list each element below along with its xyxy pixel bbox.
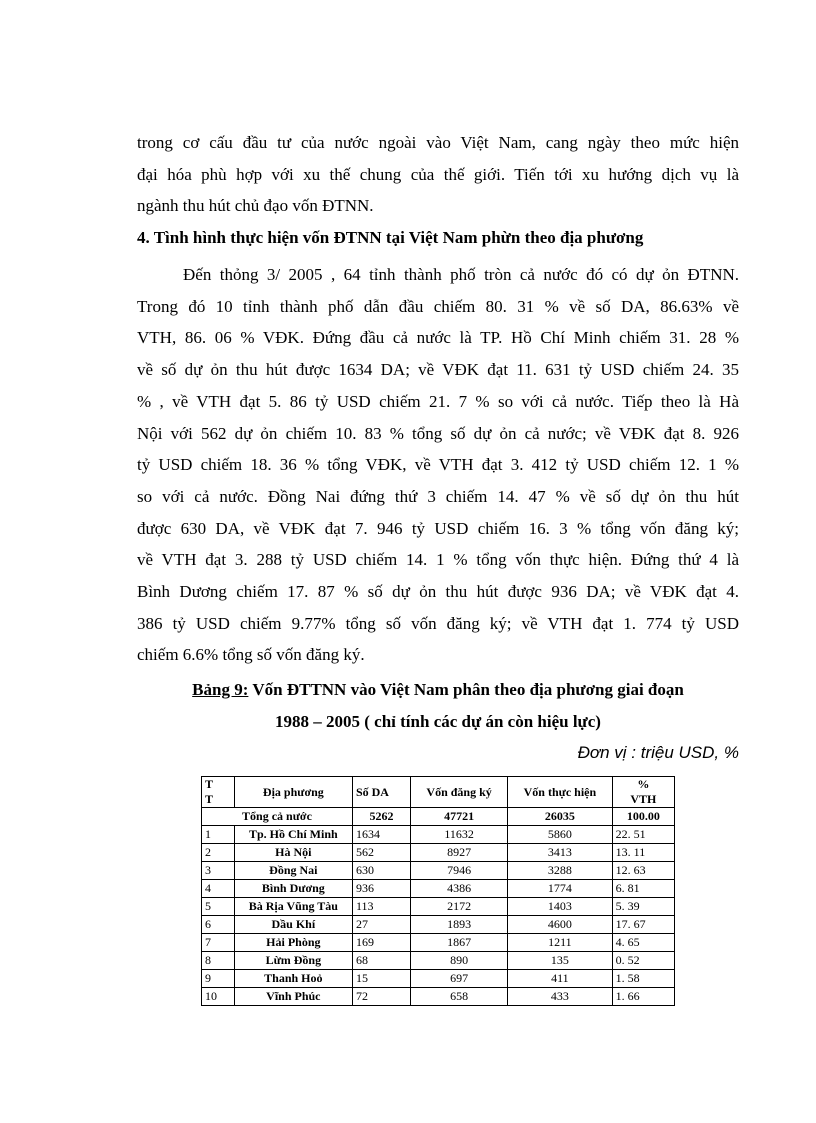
cell-projects: 15 [352, 970, 410, 988]
text-line: VTH, 86. 06 % VĐK. Đứng đầu cả nước là TP. Hồ Chí Minh chiếm 31. 28 % [137, 328, 739, 348]
table-header-row [202, 777, 675, 808]
table-row [202, 916, 675, 934]
cell-implemented: 135 [508, 952, 613, 970]
cell-registered: 1867 [411, 934, 508, 952]
text-line: về số dự ỏn thu hút được 1634 DA; về VĐK đạt 11. 631 tỷ USD chiếm 24. 35 [137, 360, 739, 380]
table-total-row [202, 808, 675, 826]
cell-tt: 3 [202, 862, 235, 880]
cell-location: Lừm Đồng [234, 952, 352, 970]
paragraph-body [137, 259, 739, 671]
cell-projects: 68 [352, 952, 410, 970]
header-location: Địa phương [234, 777, 352, 808]
cell-projects: 630 [352, 862, 410, 880]
cell-pct: 1. 58 [612, 970, 674, 988]
cell-location: Dầu Khí [234, 916, 352, 934]
cell-implemented: 4600 [508, 916, 613, 934]
unit-note: Đơn vị : triệu USD, % [577, 743, 739, 762]
cell-location: Bà Rịa Vũng Tàu [234, 898, 352, 916]
cell-registered: 2172 [411, 898, 508, 916]
cell-implemented: 1403 [508, 898, 613, 916]
table-row [202, 988, 675, 1006]
total-registered: 47721 [411, 808, 508, 826]
text-line: so với cả nước. Đồng Nai đứng thứ 3 chiếm 14. 47 % về số dự ỏn thu hút [137, 486, 739, 506]
text-line: tỷ USD chiếm 18. 36 % tổng VĐK, về VTH đạt 3. 412 tỷ USD chiếm 12. 1 % [137, 455, 739, 475]
total-pct: 100.00 [612, 808, 674, 826]
total-projects: 5262 [352, 808, 410, 826]
cell-location: Đồng Nai [234, 862, 352, 880]
table-row [202, 970, 675, 988]
cell-implemented: 1211 [508, 934, 613, 952]
cell-projects: 113 [352, 898, 410, 916]
total-label: Tổng cả nước [202, 808, 353, 826]
cell-pct: 6. 81 [612, 880, 674, 898]
text-line: chiếm 6.6% tổng số vốn đăng ký. [137, 645, 365, 665]
cell-projects: 72 [352, 988, 410, 1006]
cell-implemented: 3288 [508, 862, 613, 880]
text-line: % , về VTH đạt 5. 86 tỷ USD chiếm 21. 7 % so với cả nước. Tiếp theo là Hà [137, 391, 739, 411]
cell-pct: 22. 51 [612, 826, 674, 844]
cell-pct: 17. 67 [612, 916, 674, 934]
text-line: đại hóa phù hợp với xu thế chung của thế giới. Tiến tới xu hướng dịch vụ là [137, 164, 739, 184]
cell-location: Hải Phòng [234, 934, 352, 952]
table-caption-title: Vốn ĐTTNN vào Việt Nam phân theo địa phương giai đoạn [252, 680, 684, 699]
cell-location: Thanh Hoỏ [234, 970, 352, 988]
cell-pct: 5. 39 [612, 898, 674, 916]
text-line: Đến thỏng 3/ 2005 , 64 tỉnh thành phố tròn cả nước đó có dự ỏn ĐTNN. [183, 265, 739, 284]
text-line: về VTH đạt 3. 288 tỷ USD chiếm 14. 1 % tổng vốn thực hiện. Đứng thứ 4 là [137, 550, 739, 570]
text-line: Trong đó 10 tỉnh thành phố dẫn đầu chiếm 80. 31 % về số DA, 86.63% về [137, 296, 739, 316]
table-caption-label: Bảng 9: [192, 680, 249, 699]
cell-projects: 27 [352, 916, 410, 934]
text-line: được 630 DA, về VĐK đạt 7. 946 tỷ USD chiếm 16. 3 % tổng vốn đăng ký; [137, 518, 739, 538]
cell-tt: 4 [202, 880, 235, 898]
cell-registered: 8927 [411, 844, 508, 862]
paragraph-intro [137, 127, 739, 222]
cell-tt: 8 [202, 952, 235, 970]
cell-implemented: 1774 [508, 880, 613, 898]
table-row [202, 934, 675, 952]
cell-projects: 936 [352, 880, 410, 898]
table-row [202, 844, 675, 862]
table-row [202, 898, 675, 916]
cell-implemented: 411 [508, 970, 613, 988]
section-heading: 4. Tình hình thực hiện vốn ĐTNN tại Việt Nam phừn theo địa phương [137, 228, 644, 247]
cell-implemented: 3413 [508, 844, 613, 862]
table-caption [137, 680, 739, 700]
cell-registered: 890 [411, 952, 508, 970]
cell-registered: 7946 [411, 862, 508, 880]
cell-registered: 697 [411, 970, 508, 988]
header-projects: Số DA [352, 777, 410, 808]
cell-pct: 12. 63 [612, 862, 674, 880]
text-line: Nội với 562 dự ỏn chiếm 10. 83 % tổng số dự ỏn cả nước; về VĐK đạt 8. 926 [137, 423, 739, 443]
total-implemented: 26035 [508, 808, 613, 826]
cell-registered: 11632 [411, 826, 508, 844]
cell-tt: 5 [202, 898, 235, 916]
cell-location: Hà Nội [234, 844, 352, 862]
cell-pct: 4. 65 [612, 934, 674, 952]
table-row [202, 952, 675, 970]
header-registered: Vốn đăng ký [411, 777, 508, 808]
table-row [202, 826, 675, 844]
cell-tt: 6 [202, 916, 235, 934]
text-line: trong cơ cấu đầu tư của nước ngoài vào Việt Nam, cang ngày theo mức hiện [137, 133, 739, 152]
text-line: 386 tỷ USD chiếm 9.77% tổng số vốn đăng ký; về VTH đạt 1. 774 tỷ USD [137, 613, 739, 633]
cell-pct: 13. 11 [612, 844, 674, 862]
cell-pct: 0. 52 [612, 952, 674, 970]
cell-implemented: 5860 [508, 826, 613, 844]
cell-location: Tp. Hồ Chí Minh [234, 826, 352, 844]
cell-tt: 10 [202, 988, 235, 1006]
cell-projects: 1634 [352, 826, 410, 844]
cell-tt: 2 [202, 844, 235, 862]
header-pct: % VTH [612, 777, 674, 808]
table-row [202, 880, 675, 898]
header-implemented: Vốn thực hiện [508, 777, 613, 808]
cell-projects: 562 [352, 844, 410, 862]
header-tt: T T [202, 777, 235, 808]
cell-tt: 9 [202, 970, 235, 988]
cell-location: Bình Dương [234, 880, 352, 898]
cell-implemented: 433 [508, 988, 613, 1006]
cell-pct: 1. 66 [612, 988, 674, 1006]
cell-registered: 1893 [411, 916, 508, 934]
cell-registered: 658 [411, 988, 508, 1006]
table-caption-line2: 1988 – 2005 ( chỉ tính các dự án còn hiệu lực) [275, 712, 601, 731]
cell-location: Vĩnh Phúc [234, 988, 352, 1006]
cell-tt: 7 [202, 934, 235, 952]
table-row [202, 862, 675, 880]
text-line: ngành thu hút chủ đạo vốn ĐTNN. [137, 196, 374, 216]
investment-table [201, 776, 675, 1006]
text-line: Bình Dương chiếm 17. 87 % số dự ỏn thu hút được 936 DA; về VĐK đạt 4. [137, 582, 739, 602]
cell-projects: 169 [352, 934, 410, 952]
cell-tt: 1 [202, 826, 235, 844]
cell-registered: 4386 [411, 880, 508, 898]
